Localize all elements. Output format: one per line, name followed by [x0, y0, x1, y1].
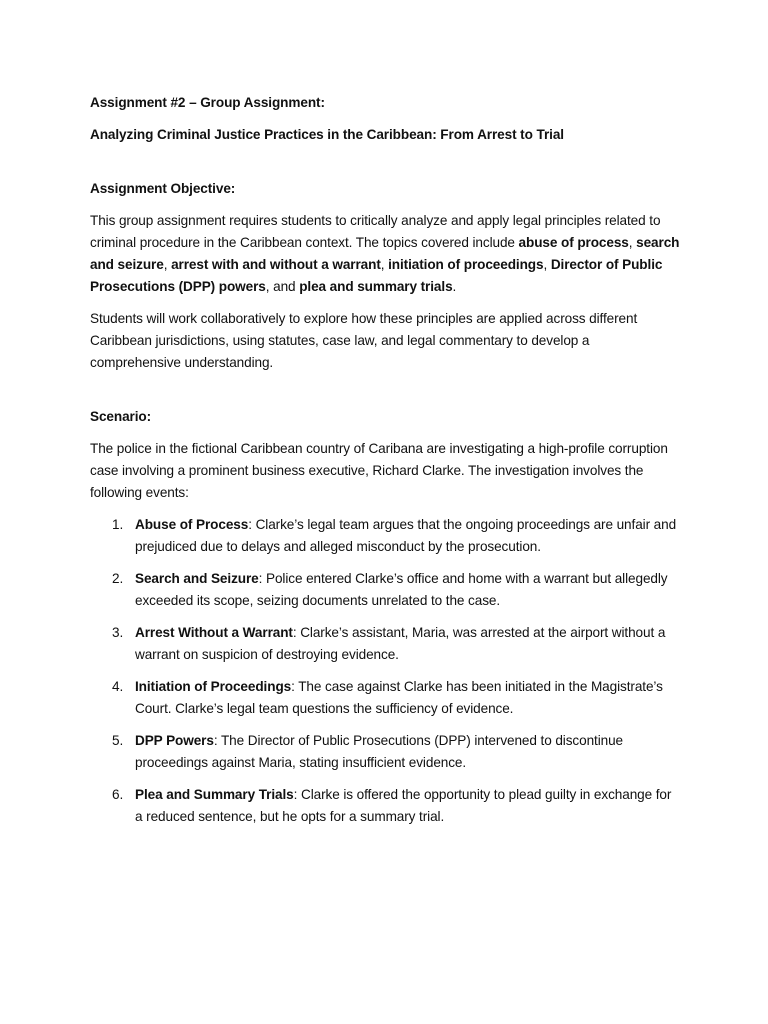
- topic-plea-and-summary-trials: plea and summary trials: [299, 279, 453, 294]
- list-item: [90, 568, 682, 612]
- document-page: [90, 92, 682, 838]
- separator: ,: [380, 257, 389, 272]
- topic-search-and-seizure: search and seizure: [90, 235, 680, 272]
- objective-heading: Assignment Objective:: [90, 181, 236, 196]
- list-item: [90, 514, 682, 558]
- list-number: 6.: [112, 787, 124, 802]
- list-item: [90, 622, 682, 666]
- events-list: [90, 514, 682, 828]
- topic-initiation-of-proceedings: initiation of proceedings: [388, 257, 544, 272]
- event-text: : The case against Clarke has been initiated in the Magistrate’s Court. Clarke’s legal team questions the sufficiency of evidence.: [135, 679, 663, 716]
- list-item: [90, 676, 682, 720]
- topic-abuse-of-process: abuse of process: [518, 235, 629, 250]
- event-text: : Clarke’s assistant, Maria, was arrested at the airport without a warrant on suspicion of destroying evidence.: [135, 625, 666, 662]
- list-item: [90, 730, 682, 774]
- event-term: Initiation of Proceedings: [135, 679, 292, 694]
- event-text: : The Director of Public Prosecutions (DPP) intervened to discontinue proceedings against Maria, stating insufficient evidence.: [135, 733, 624, 770]
- list-number: 3.: [112, 625, 124, 640]
- event-text: : Clarke’s legal team argues that the ongoing proceedings are unfair and prejudiced due to delays and alleged misconduct by the prosecution.: [135, 517, 677, 554]
- list-number: 5.: [112, 733, 124, 748]
- objective-paragraph-2: Students will work collaboratively to explore how these principles are applied across different Caribbean jurisdictions, using statutes, case law, and legal commentary to develop a comprehensive understanding.: [90, 311, 638, 370]
- topic-arrest: arrest with and without a warrant: [171, 257, 381, 272]
- list-number: 2.: [112, 571, 124, 586]
- assignment-header: Assignment #2 – Group Assignment:: [90, 95, 325, 110]
- event-term: Abuse of Process: [135, 517, 249, 532]
- topic-dpp-powers: Director of Public Prosecutions (DPP) powers: [90, 257, 663, 294]
- event-text: : Police entered Clarke’s office and home with a warrant but allegedly exceeded its scope, seizing documents unrelated to the case.: [135, 571, 668, 608]
- event-text: : Clarke is offered the opportunity to plead guilty in exchange for a reduced sentence, but he opts for a summary trial.: [135, 787, 672, 824]
- event-term: DPP Powers: [135, 733, 214, 748]
- text-run: This group assignment requires students to critically analyze and apply legal principles related to criminal procedure in the Caribbean context. The topics covered include: [90, 213, 661, 250]
- list-item: [90, 784, 682, 828]
- event-term: Search and Seizure: [135, 571, 259, 586]
- separator: .: [452, 279, 457, 294]
- event-term: Plea and Summary Trials: [135, 787, 294, 802]
- separator: , and: [265, 279, 300, 294]
- separator: ,: [543, 257, 551, 272]
- scenario-intro: The police in the fictional Caribbean country of Caribana are investigating a high-profile corruption case involving a prominent business executive, Richard Clarke. The investigation involves the following events:: [90, 441, 668, 500]
- separator: ,: [628, 235, 637, 250]
- separator: ,: [163, 257, 172, 272]
- assignment-title: Analyzing Criminal Justice Practices in the Caribbean: From Arrest to Trial: [90, 127, 564, 142]
- scenario-heading: Scenario:: [90, 409, 152, 424]
- event-term: Arrest Without a Warrant: [135, 625, 293, 640]
- list-number: 4.: [112, 679, 124, 694]
- objective-paragraph-1: [90, 210, 682, 298]
- list-number: 1.: [112, 517, 124, 532]
